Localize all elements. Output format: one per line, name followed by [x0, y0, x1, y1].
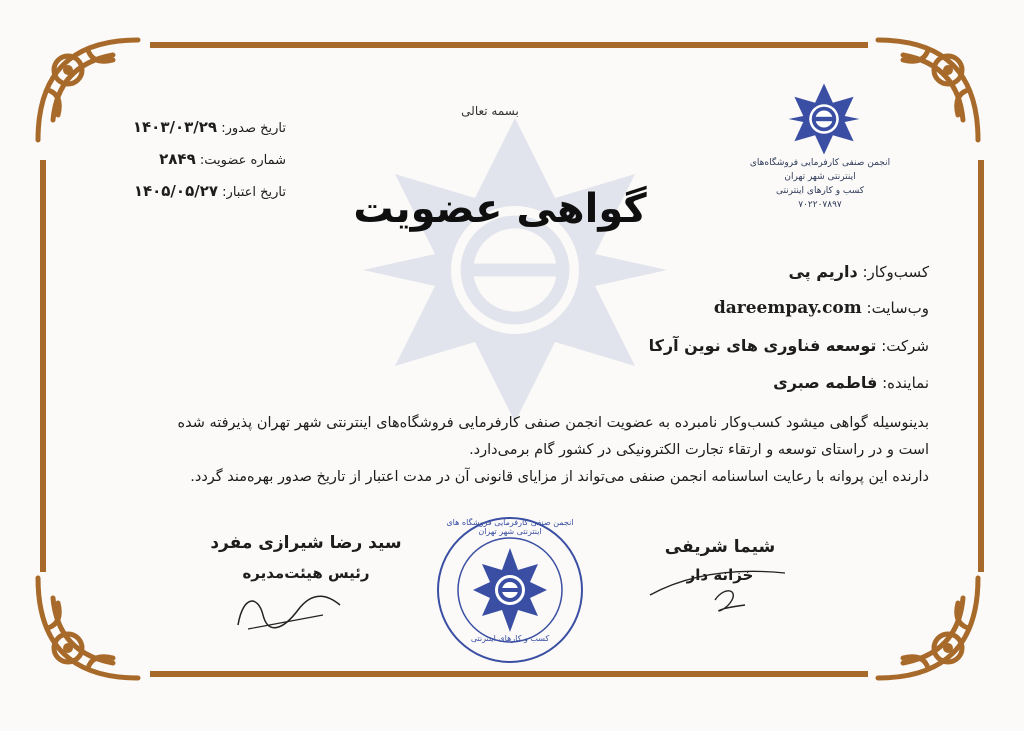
membership-number-label: شماره عضویت: — [199, 153, 286, 168]
association-name-block — [740, 156, 900, 212]
certificate-body — [99, 410, 929, 491]
issue-date-label: تاریخ صدور: — [221, 121, 286, 136]
border-top — [150, 42, 868, 48]
watermark-emblem — [355, 110, 675, 430]
treasurer-signature — [645, 555, 795, 615]
chairman-name: سید رضا شیرازی مفرد — [210, 533, 402, 553]
stamp-ring-text: انجمن صنفی کارفرمایی فروشگاه های اینترنتی شهر تهران — [446, 518, 574, 536]
association-logo — [787, 82, 861, 156]
validity-date-value: ۱۴۰۵/۰۵/۲۷ — [133, 182, 219, 200]
corner-ornament-top-left — [28, 30, 148, 150]
website-label: وب‌سایت: — [866, 299, 929, 317]
business-label: کسب‌وکار: — [862, 263, 929, 281]
membership-number-value: ۲۸۴۹ — [159, 150, 196, 168]
treasurer-name: شیما شریفی — [664, 537, 776, 557]
chairman-signature — [228, 585, 348, 635]
bismillah-text: بسمه تعالی — [461, 104, 519, 118]
validity-date-row — [134, 182, 286, 200]
body-line-1: بدینوسیله گواهی میشود کسب‌وکار نامبرده به عضویت انجمن صنفی کارفرمایی فروشگاه‌های اینترنتی شهر تهران پذیرفته شده — [177, 415, 929, 431]
company-row — [649, 336, 929, 355]
website-row — [714, 298, 929, 318]
association-reg-number: ۷۰۲۲۰۷۸۹۷ — [798, 200, 842, 210]
validity-date-label: تاریخ اعتبار: — [222, 185, 286, 200]
website-value: dareempay.com — [713, 298, 862, 318]
issue-date-row — [133, 118, 286, 136]
representative-value: فاطمه صبری — [773, 373, 878, 392]
body-line-3: دارنده این پروانه با رعایت اساسنامه انجمن صنفی می‌تواند از مزایای قانونی آن در مدت اعتبار از تاریخ صدور بهره‌مند گردد. — [190, 469, 929, 485]
business-row — [788, 262, 929, 281]
representative-row — [773, 373, 929, 392]
membership-number-row — [159, 150, 286, 168]
association-name: انجمن صنفی کارفرمایی فروشگاه‌های اینترنتی شهر تهران — [749, 158, 891, 182]
business-value: داریم پی — [788, 262, 858, 281]
representative-label: نماینده: — [882, 374, 929, 392]
body-line-2: است و در راستای توسعه و ارتقاء تجارت الکترونیکی در کشور گام برمی‌دارد. — [469, 442, 929, 458]
company-value: توسعه فناوری های نوین آرکا — [648, 336, 877, 355]
association-subtitle: کسب و کارهای اینترنتی — [775, 186, 865, 196]
border-right — [978, 160, 984, 572]
page-title: گواهی عضویت — [353, 186, 647, 232]
corner-ornament-bottom-right — [868, 568, 988, 688]
border-bottom — [150, 671, 868, 677]
company-label: شرکت: — [881, 337, 929, 355]
border-left — [40, 160, 46, 572]
stamp-bottom-text: کسب و کارهای اینترنتی — [470, 634, 550, 643]
corner-ornament-top-right — [868, 30, 988, 150]
chairman-role: رئیس هیئت‌مدیره — [242, 564, 370, 582]
corner-ornament-bottom-left — [28, 568, 148, 688]
issue-date-value: ۱۴۰۳/۰۳/۲۹ — [132, 118, 218, 136]
treasurer-role: خزانه دار — [686, 566, 754, 584]
